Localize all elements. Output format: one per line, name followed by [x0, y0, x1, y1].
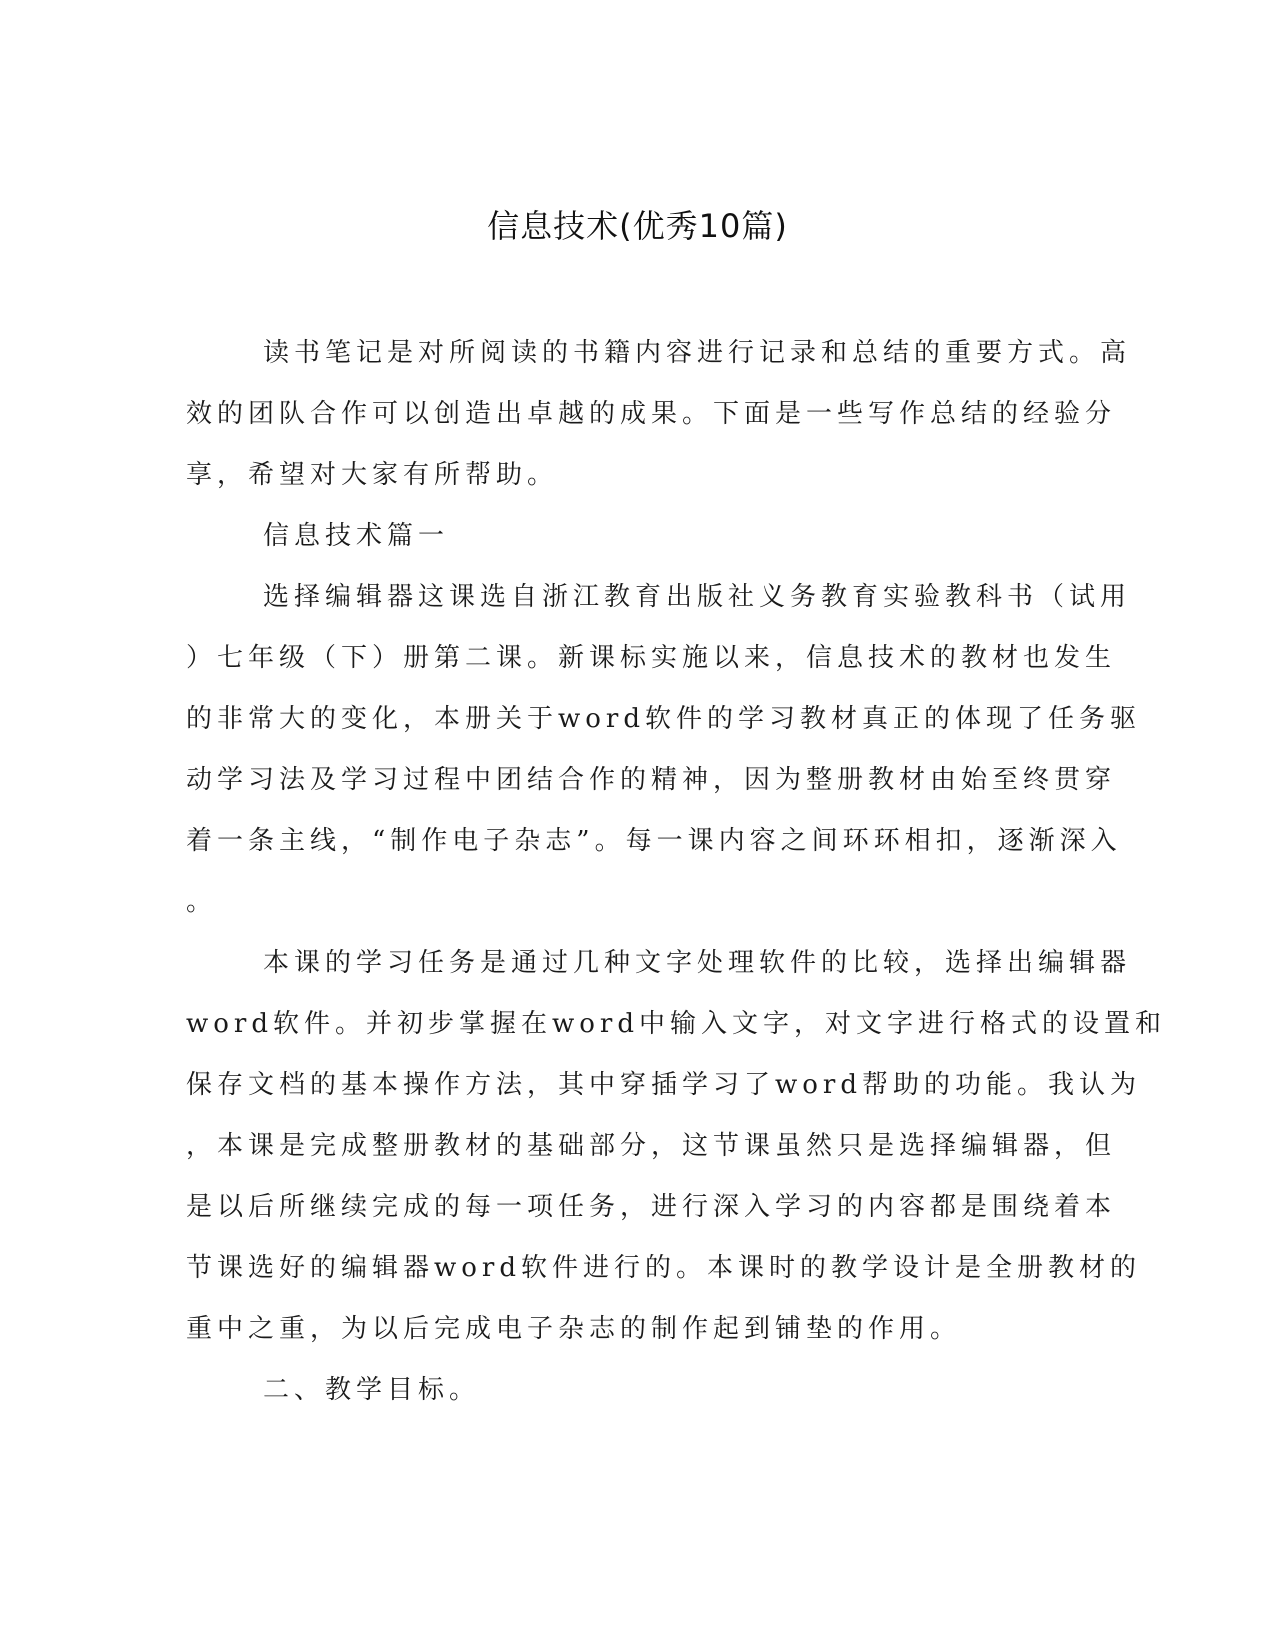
paragraph-line: 。 — [186, 887, 218, 917]
paragraph-line: ）七年级（下）册第二课。新课标实施以来，信息技术的教材也发生 — [186, 643, 1117, 673]
paragraph-line: 读书笔记是对所阅读的书籍内容进行记录和总结的重要方式。高 — [263, 338, 1132, 368]
paragraph-line: 节课选好的编辑器word软件进行的。本课时的教学设计是全册教材的 — [186, 1253, 1141, 1283]
section-heading: 信息技术篇一 — [263, 521, 450, 551]
paragraph-line: 享，希望对大家有所帮助。 — [186, 460, 559, 490]
paragraph-line: 保存文档的基本操作方法，其中穿插学习了word帮助的功能。我认为 — [186, 1070, 1141, 1100]
paragraph-line: 的非常大的变化，本册关于word软件的学习教材真正的体现了任务驱 — [186, 704, 1141, 734]
paragraph-line: word软件。并初步掌握在word中输入文字，对文字进行格式的设置和 — [186, 1009, 1166, 1039]
paragraph-line: 着一条主线，“制作电子杂志”。每一课内容之间环环相扣，逐渐深入 — [186, 826, 1122, 856]
paragraph-line: 是以后所继续完成的每一项任务，进行深入学习的内容都是围绕着本 — [186, 1192, 1117, 1222]
paragraph-line: 重中之重，为以后完成电子杂志的制作起到铺垫的作用。 — [186, 1314, 962, 1344]
paragraph-line: 效的团队合作可以创造出卓越的成果。下面是一些写作总结的经验分 — [186, 399, 1117, 429]
paragraph-line: 选择编辑器这课选自浙江教育出版社义务教育实验教科书（试用 — [263, 582, 1132, 612]
paragraph-line: 动学习法及学习过程中团结合作的精神，因为整册教材由始至终贯穿 — [186, 765, 1117, 795]
document-title: 信息技术(优秀10篇) — [487, 207, 788, 245]
paragraph-line: 本课的学习任务是通过几种文字处理软件的比较，选择出编辑器 — [263, 948, 1132, 978]
section-heading: 二、教学目标。 — [263, 1375, 481, 1405]
document-body — [186, 323, 1166, 1421]
paragraph-line: ，本课是完成整册教材的基础部分，这节课虽然只是选择编辑器，但 — [186, 1131, 1117, 1161]
